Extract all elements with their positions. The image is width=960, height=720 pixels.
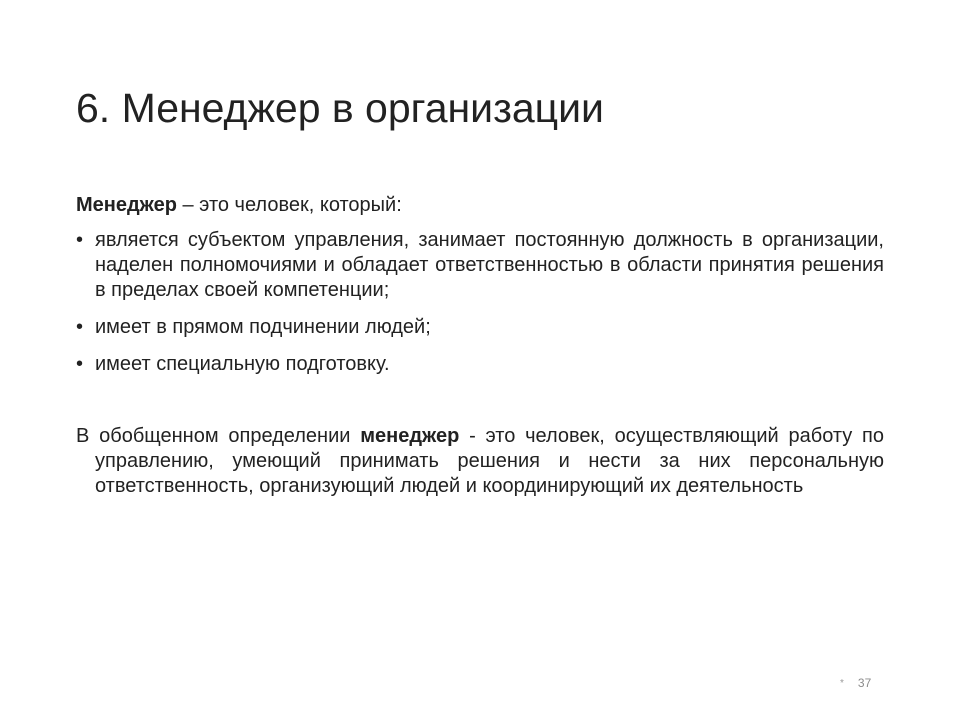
- bullet-list: [76, 228, 884, 377]
- bullet-dot: •: [76, 229, 84, 251]
- list-item: [76, 228, 884, 303]
- definition-term: менеджер: [360, 425, 460, 447]
- list-item: [76, 352, 884, 377]
- list-item: [76, 315, 884, 340]
- footer-marker: *: [840, 678, 844, 689]
- slide-body: [76, 193, 884, 519]
- bullet-text: имеет в прямом подчинении людей;: [95, 316, 431, 338]
- bullet-text: имеет специальную подготовку.: [95, 353, 390, 375]
- intro-text: – это человек, который:: [176, 194, 402, 216]
- bullet-dot: •: [76, 353, 84, 375]
- intro-term: Менеджер: [76, 194, 177, 216]
- page-number: 37: [857, 676, 872, 690]
- bullet-text: является субъектом управления, занимает постоянную должность в организации, наделен полномочиями и обладает ответственностью в области принятия решения в пределах своей компетенции;: [95, 229, 884, 301]
- slide-title: 6. Менеджер в организации: [76, 85, 604, 131]
- definition-before: В обобщенном определении: [76, 425, 361, 447]
- bullet-dot: •: [76, 316, 84, 338]
- slide-footer: [840, 676, 871, 690]
- intro-line: [76, 193, 884, 218]
- definition-after: - это человек, осуществляющий работу по управлению, умеющий принимать решения и нести за них персональную ответственность, организующий людей и координирующий их деятельность: [95, 425, 884, 497]
- definition-paragraph: [76, 424, 884, 499]
